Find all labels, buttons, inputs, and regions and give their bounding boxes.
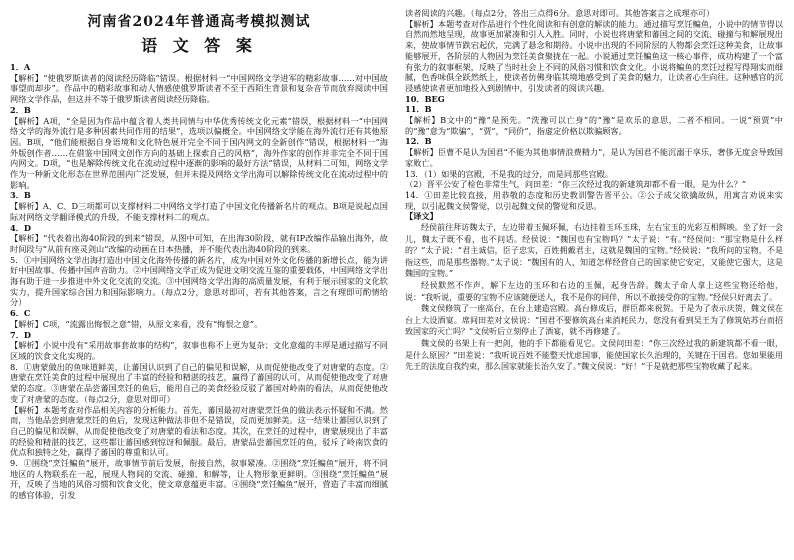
answer-item-right-1: 【解析】本题考查对作品进行个性化阅读和有创意的解读的能力。通过描写烹饪鳊鱼，小说中的情节得以自然而然地呈现，故事更加紧凑和引人入胜。同时，小说也将唐蒙和蕃国之间的交流、碰撞与和解展现出来，使故事情节跌宕起伏，完满了悬念和期待。小说中出现的不同阶层的人物都会烹饪这种美食，让故事能够展开，各阶层的人物因为烹饪美食聚拢在一起。小说通过烹饪鳊鱼这一核心事件，成功构建了一个富有张力的叙事框架，反映了当时社会上不同的风俗习惯和饮食文化。小说将鳊鱼的烹饪过程写得翔实而细腻，色香味俱全跃然纸上，使读者仿佛身临其境地感受到了美食的魅力，让读者心生向往。这种感官的沉浸感使读者更加地投入到剧情中，引发读者的阅读兴趣。 [405,18,783,93]
answer-item-10: 【解析】C项，“流露出悔恨之意”错，从原文来看，没有“悔恨之意”。 [10,318,263,329]
translation-paragraph-2: 魏文侯修筑了一座高台，在台上建造宫殿。高台修成后，群臣都来祝贺。于是为了表示庆贺，魏文侯在台上大设酒宴。席间田差对文侯说：“国君不要修筑高台来消耗民力，您没有看到吴王为了修筑姑苏台而招致国家的灭亡吗？”文侯听后立刻停止了酒宴，就不再修建了。 [405,304,783,337]
answer-item-6: 4．D [10,222,31,233]
translation-paragraph-3: 魏文侯的书架上有一把剑，他的手下都能看见它。文侯问田差：“你三次经过我的新建筑都不看一眼，是什么原因？”田差说：“我听说百姓不能整天忧虑国事，能使国家长久治理的，关键在于国君。您如果能用先王的法度自我约束，那么国家就能长治久安了。”魏文侯说：“好！”于是就把那些宝物收藏了起来。 [405,339,783,372]
answer-item-3: 【解析】A项，“全是因为作品中蕴含着人类共同情与中华优秀传统文化元素”错误，根据材料一“中国网络文学的海外流行是多种因素共同作用的结果”，选项以偏概全。中国网络文学能在海外流行还有其他原因。B项，“他们能根据自身语境和文化特色展开完全不同于国内网文的全新创作”错误，根据材料一“海外版创作者……在借鉴中国网文创作方向的基础上探索自己的风格”，海外作家的创作并非完全不同于国内网文。D项，“也是解除传统文化在流动过程中逐渐的影响的最好方法”错误，从材料二可知，网络文学作为一种新文化形态在世界范围内广泛发展，但并未提及网络文学出海可以解除传统文化在流动过程中的影响。 [10,115,388,190]
answer-item-12: 【解析】小说中没有“采用故事套故事的结构”，叙事也称不上更为复杂；文化意蕴的丰厚是通过描写不同区域的饮食文化实现的。 [10,340,388,361]
left-column [10,8,388,556]
answer-item-right-3: 11．B [405,104,432,115]
answer-item-5: 【解析】A、C、D三项都可以支撑材料二中网络文学打造了中国文化传播新名片的观点。B项是说起点国际对网络文学翻译模式的升级，不能支撑材料二的观点。 [10,201,388,222]
answer-item-right-4: 【解析】B文中的“豫”是预先。“洗豫可以亡身”的“豫”是欢乐的意思，二者不相同。一说“预贾”中的“豫”意为“欺骗”，“贾”，“同价”，指虚定价格以欺骗顾客。 [405,115,783,136]
answer-item-1: 【解析】“使俄罗斯读者的阅读经历降临”错误。根据材料一“中国网络文学进军的精彩故事……对中国故事望而却步”。作品中的精彩故事和动人情感使俄罗斯读者不至于西陌生背景和复杂音节而放弃阅读中国网络文学作品，但这并不等于俄罗斯读者阅读经历降临。 [10,72,388,105]
right-column [405,8,783,556]
answer-item-11: 7．D [10,329,31,340]
answer-item-14: 【解析】本题考查对作品相关内容的分析能力。首先，蕃国最初对唐蒙烹饪鱼的做法表示怀疑和不满。然而，当他品尝到唐蒙烹饪的鱼后，发现这种做法非但不是错误，反而更加鲜美。这一结果让蕃国认识到了自己的偏见和误解，从而促使他改变了对唐蒙的看法和态度。其次，在烹饪的过程中，唐蒙展现出了丰富的经验和精湛的技艺，这些都让蕃国感到惊讶和佩服。最后，唐蒙品尝蕃国烹饪的鱼，驳斥了岭南饮食的优点和独特之处，赢得了蕃国的尊重和认可。 [10,404,388,458]
answer-item-2: 2．B [10,104,31,115]
right-answers [405,8,783,222]
translation-paragraph-0: 经侯前往拜访魏太子，左边带着玉佩环佩，右边挂着玉环玉珠，左右宝玉的光彩互相辉映。坐了好一会儿，魏太子既不看，也不问话。经侯说：“魏国也有宝物吗？”太子说：“有。”经侯问：“那宝物是什么样的？”太子说：“君主诚信，臣子忠实，百姓拥戴君主，这就是魏国的宝物。”经侯说：“我所问的宝物，不是指这些，而是那些器物。”太子说：“魏国有的人，知道怎样经营自己的国家使它安定，又能使它强大，这是魏国的宝物。” [405,223,783,279]
answer-item-15: 9．①围绕“烹饪鳊鱼”展开，故事情节前后发展，衔接自然，叙事紧凑。②围绕“烹饪鳊鱼”展开，将不同地区的人物联系在一起，展现人物间的交流、碰撞、和解等，让人物形象更鲜明。③围绕“烹饪鳊鱼”展开，反映了当地的风俗习惯和饮食文化，使文章意蕴更丰富。④围绕“烹饪鳊鱼”展开，营造了丰富而细腻的感官体验，引发 [10,458,388,501]
answer-item-right-2: 10．BEG [405,93,445,104]
answer-item-right-5: 12．B [405,136,432,147]
translation-text [405,222,783,373]
answer-item-8: 5．①中国网络文学出海打造出中国文化海外传播的新名片，成为中国对外文化传播的新增长点，能为讲好中国故事、传播中国声音助力。②中国网络文学正成为促进文明交流互鉴的重要载体，中国网络文学出海有助于进一步推进中外文化交流的交流。③中国网络文学出海的高质量发展，有利于展示国家的文化软实力，提升国家综合国力和国际影响力。（每点2分，意思对即可，若有其他答案，言之有理即可酌情给分） [10,254,388,308]
answer-item-0: 1．A [10,62,31,72]
answer-item-right-10: 【译文】 [405,211,438,222]
answer-heading: 语 文 答 案 [141,36,257,55]
translation-paragraph-1: 经侯默然不作声，解下左边的玉环和右边的玉佩，起身告辞。魏太子命人拿上这些宝物还给他，说：“我听说，重要的宝物不应该随便送人，我不是你的同伴，所以不敢接受你的宝物。”经侯只好离去了。 [405,281,783,302]
answer-item-right-9: 14．①田差比较直接，用恭敬的态度和历史教训警告晋平公。②公子成父欲擒故纵，用寓言劝说来实现，以引起魏文侯警觉，以引起魏文侯的警觉和反思。 [405,189,783,211]
answer-item-right-7: 13．（1）如果的宫殿，不是我的过分，而是同那些宫殿。 [405,168,614,179]
answer-item-9: 6．C [10,308,31,319]
answer-item-right-0: 读者阅读的兴趣。（每点2分，答出三点得6分。意思对即可。其他答案言之成理亦可） [405,8,715,18]
left-answers [10,62,388,501]
answer-item-right-8: （2）晋平公安了检色非常生气，问田差：“你三次经过我的新建筑却都不看一眼，是为什么？” [405,179,747,190]
exam-title: 河南省2024年普通高考模拟测试 [87,14,311,30]
answer-item-right-6: 【解析】臣曹不是认为国君“不能为其他事情浪费精力”，是认为国君不能沉溺于享乐，奢侈无度会导致国家败亡。 [405,147,783,168]
answer-item-13: 8．①唐蒙做出的鱼味道鲜美，让蕃国认识到了自己的偏见和误解，从而促使他改变了对唐蒙的态度。②唐蒙在烹饪美食的过程中展现出了丰富的经验和精湛的技艺，赢得了蕃国的认可，从而促使他改变了对唐蒙的态度。③唐蒙在品尝蕃国烹饪的鱼后，能用自己的美食经验反驳了蕃国对岭南的看法，从而促使他改变了对唐蒙的态度。（每点2分，意思对即可） [10,361,388,404]
answer-item-7: 【解析】“代表着出海40阶段的到来”错误，从图中可知，在出海30阶段，就有IP改编作品输出海外，故时间段与“从前有座灵剑山”改编的动画在日本热播，并不能代表出海40阶段的到来。 [10,233,388,254]
answer-item-4: 3．B [10,190,31,201]
